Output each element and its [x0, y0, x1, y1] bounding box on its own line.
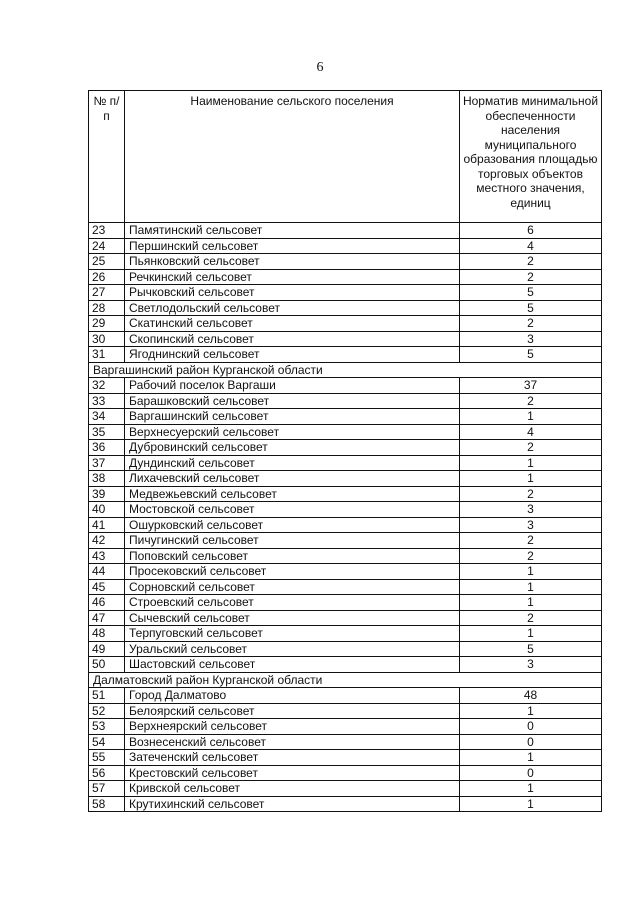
table-row: [89, 548, 602, 564]
settlement-name: Уральский сельсовет: [125, 641, 460, 657]
table-row: [89, 765, 602, 781]
norm-value: 4: [460, 424, 602, 440]
norm-value: 2: [460, 610, 602, 626]
table-header-row: [89, 91, 602, 223]
settlement-name: Строевский сельсовет: [125, 595, 460, 611]
norm-value: 5: [460, 300, 602, 316]
table-row: [89, 254, 602, 270]
settlement-name: Барашковский сельсовет: [125, 393, 460, 409]
norm-value: 1: [460, 703, 602, 719]
norm-value: 1: [460, 471, 602, 487]
row-number: 31: [89, 347, 125, 363]
settlement-name: Дубровинский сельсовет: [125, 440, 460, 456]
settlement-name: Памятинский сельсовет: [125, 223, 460, 239]
settlement-name: Вознесенский сельсовет: [125, 734, 460, 750]
settlement-name: Крестовский сельсовет: [125, 765, 460, 781]
norm-value: 2: [460, 393, 602, 409]
settlement-name: Лихачевский сельсовет: [125, 471, 460, 487]
table-row: [89, 734, 602, 750]
norm-value: 2: [460, 440, 602, 456]
table-row: [89, 316, 602, 332]
settlement-name: Пьянковский сельсовет: [125, 254, 460, 270]
settlement-name: Медвежьевский сельсовет: [125, 486, 460, 502]
norm-value: 1: [460, 626, 602, 642]
norm-value: 1: [460, 595, 602, 611]
table-row: [89, 285, 602, 301]
table-row: [89, 533, 602, 549]
settlement-name: Крутихинский сельсовет: [125, 796, 460, 812]
settlements-table: [88, 90, 602, 812]
row-number: 39: [89, 486, 125, 502]
norm-value: 1: [460, 750, 602, 766]
header-name: Наименование сельского поселения: [125, 91, 460, 223]
norm-value: 2: [460, 486, 602, 502]
row-number: 51: [89, 688, 125, 704]
norm-value: 2: [460, 316, 602, 332]
settlement-name: Дундинский сельсовет: [125, 455, 460, 471]
table-row: [89, 393, 602, 409]
settlement-name: Скатинский сельсовет: [125, 316, 460, 332]
settlement-name: Варгашинский сельсовет: [125, 409, 460, 425]
row-number: 58: [89, 796, 125, 812]
row-number: 26: [89, 269, 125, 285]
table-row: [89, 796, 602, 812]
table-row: [89, 703, 602, 719]
settlement-name: Першинский сельсовет: [125, 238, 460, 254]
row-number: 48: [89, 626, 125, 642]
row-number: 23: [89, 223, 125, 239]
table-row: [89, 641, 602, 657]
row-number: 47: [89, 610, 125, 626]
table-row: [89, 269, 602, 285]
table-row: [89, 238, 602, 254]
table-row: [89, 657, 602, 673]
row-number: 40: [89, 502, 125, 518]
row-number: 27: [89, 285, 125, 301]
section-row: [89, 362, 602, 378]
settlement-name: Ягоднинский сельсовет: [125, 347, 460, 363]
norm-value: 1: [460, 564, 602, 580]
row-number: 53: [89, 719, 125, 735]
table-row: [89, 471, 602, 487]
row-number: 43: [89, 548, 125, 564]
norm-value: 1: [460, 455, 602, 471]
row-number: 24: [89, 238, 125, 254]
table-row: [89, 486, 602, 502]
settlement-name: Рабочий поселок Варгаши: [125, 378, 460, 394]
table-row: [89, 378, 602, 394]
row-number: 55: [89, 750, 125, 766]
table-row: [89, 688, 602, 704]
header-number: № п/п: [89, 91, 125, 223]
table-row: [89, 610, 602, 626]
section-row: [89, 672, 602, 688]
settlement-name: Поповский сельсовет: [125, 548, 460, 564]
table-row: [89, 502, 602, 518]
table-row: [89, 579, 602, 595]
row-number: 46: [89, 595, 125, 611]
norm-value: 1: [460, 796, 602, 812]
row-number: 54: [89, 734, 125, 750]
norm-value: 4: [460, 238, 602, 254]
norm-value: 5: [460, 347, 602, 363]
row-number: 56: [89, 765, 125, 781]
table-row: [89, 347, 602, 363]
settlement-name: Скопинский сельсовет: [125, 331, 460, 347]
table-row: [89, 595, 602, 611]
row-number: 50: [89, 657, 125, 673]
row-number: 41: [89, 517, 125, 533]
row-number: 28: [89, 300, 125, 316]
table-row: [89, 300, 602, 316]
table-row: [89, 750, 602, 766]
table-row: [89, 517, 602, 533]
norm-value: 2: [460, 548, 602, 564]
row-number: 34: [89, 409, 125, 425]
settlement-name: Шастовский сельсовет: [125, 657, 460, 673]
norm-value: 3: [460, 657, 602, 673]
norm-value: 2: [460, 254, 602, 270]
table-body: [89, 223, 602, 812]
settlement-name: Верхнеярский сельсовет: [125, 719, 460, 735]
row-number: 38: [89, 471, 125, 487]
norm-value: 3: [460, 517, 602, 533]
section-title: Варгашинский район Курганской области: [89, 362, 602, 378]
norm-value: 5: [460, 641, 602, 657]
table-row: [89, 424, 602, 440]
settlement-name: Затеченский сельсовет: [125, 750, 460, 766]
settlement-name: Мостовской сельсовет: [125, 502, 460, 518]
settlement-name: Просековский сельсовет: [125, 564, 460, 580]
row-number: 37: [89, 455, 125, 471]
table-row: [89, 781, 602, 797]
norm-value: 3: [460, 502, 602, 518]
row-number: 44: [89, 564, 125, 580]
norm-value: 2: [460, 533, 602, 549]
norm-value: 6: [460, 223, 602, 239]
row-number: 57: [89, 781, 125, 797]
row-number: 32: [89, 378, 125, 394]
section-title: Далматовский район Курганской области: [89, 672, 602, 688]
settlement-name: Рычковский сельсовет: [125, 285, 460, 301]
row-number: 42: [89, 533, 125, 549]
settlement-name: Пичугинский сельсовет: [125, 533, 460, 549]
table-row: [89, 440, 602, 456]
norm-value: 5: [460, 285, 602, 301]
table-row: [89, 455, 602, 471]
norm-value: 37: [460, 378, 602, 394]
norm-value: 2: [460, 269, 602, 285]
table-row: [89, 564, 602, 580]
row-number: 35: [89, 424, 125, 440]
row-number: 45: [89, 579, 125, 595]
settlement-name: Белоярский сельсовет: [125, 703, 460, 719]
row-number: 49: [89, 641, 125, 657]
settlement-name: Город Далматово: [125, 688, 460, 704]
page-number: 6: [316, 60, 324, 75]
header-norm: Норматив минимальной обеспеченности населения муниципального образования площадью торговых объектов местного значения, единиц: [460, 91, 602, 223]
norm-value: 3: [460, 331, 602, 347]
norm-value: 48: [460, 688, 602, 704]
norm-value: 1: [460, 781, 602, 797]
settlement-name: Терпуговский сельсовет: [125, 626, 460, 642]
table-row: [89, 719, 602, 735]
table-row: [89, 409, 602, 425]
settlement-name: Верхнесуерский сельсовет: [125, 424, 460, 440]
norm-value: 0: [460, 719, 602, 735]
norm-value: 0: [460, 765, 602, 781]
table-row: [89, 223, 602, 239]
row-number: 36: [89, 440, 125, 456]
row-number: 29: [89, 316, 125, 332]
settlement-name: Сорновский сельсовет: [125, 579, 460, 595]
row-number: 30: [89, 331, 125, 347]
row-number: 25: [89, 254, 125, 270]
norm-value: 1: [460, 409, 602, 425]
settlement-name: Кривской сельсовет: [125, 781, 460, 797]
table-row: [89, 331, 602, 347]
table-row: [89, 626, 602, 642]
settlement-name: Сычевский сельсовет: [125, 610, 460, 626]
norm-value: 0: [460, 734, 602, 750]
row-number: 52: [89, 703, 125, 719]
settlement-name: Речкинский сельсовет: [125, 269, 460, 285]
settlement-name: Светлодольский сельсовет: [125, 300, 460, 316]
settlement-name: Ошурковский сельсовет: [125, 517, 460, 533]
norm-value: 1: [460, 579, 602, 595]
row-number: 33: [89, 393, 125, 409]
